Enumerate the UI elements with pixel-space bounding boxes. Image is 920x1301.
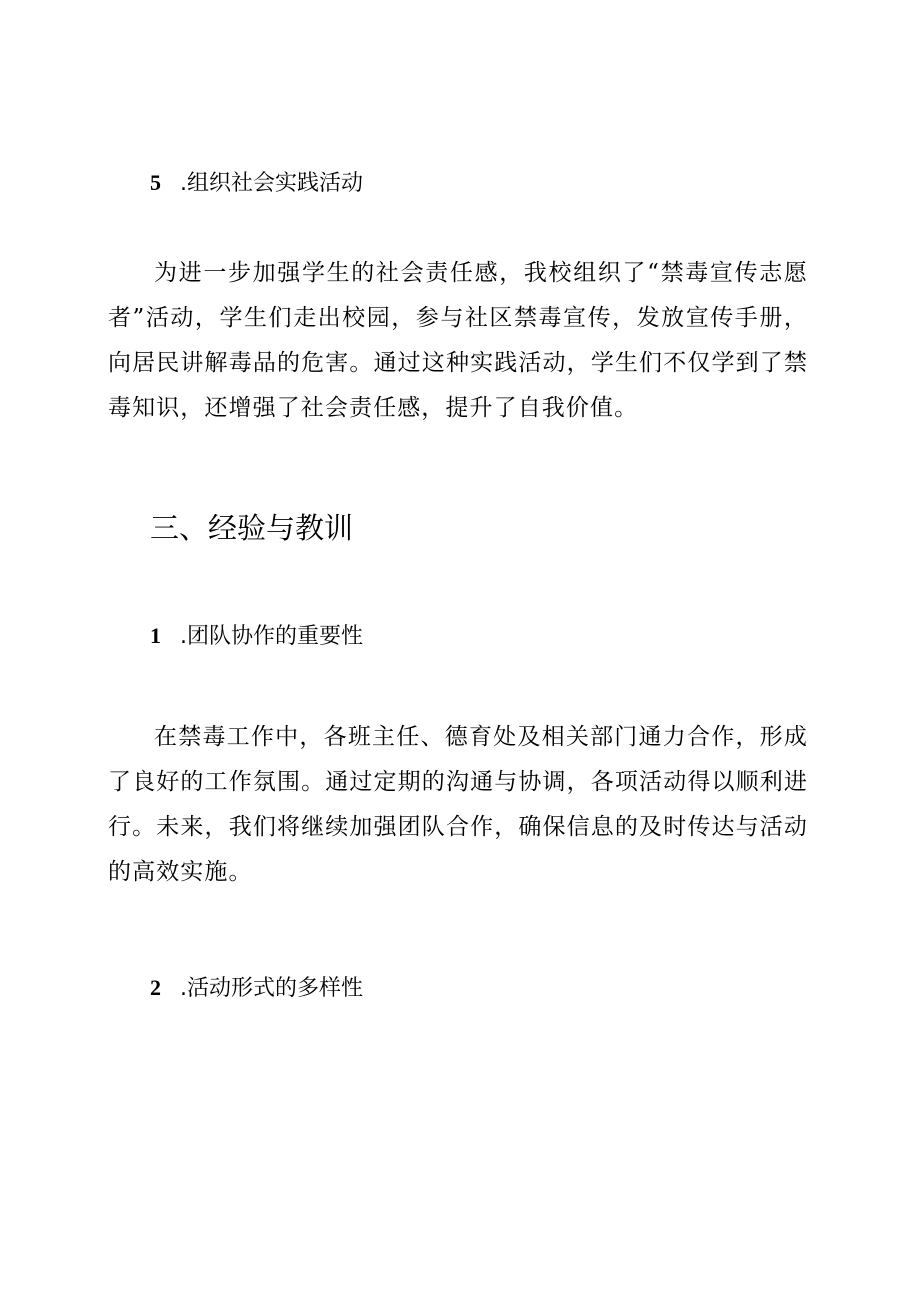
section-heading-experience-lessons: 三、经验与教训 <box>150 511 354 545</box>
subheading-activity-diversity <box>150 973 363 1004</box>
paragraph-social-practice: 为进一步加强学生的社会责任感，我校组织了“禁毒宣传志愿者”活动，学生们走出校园，参与社区禁毒宣传，发放宣传手册，向居民讲解毒品的危害。通过这种实践活动，学生们不仅学到了禁毒知识，还增强了社会责任感，提升了自我价值。 <box>108 260 808 421</box>
subheading-number: 5 <box>150 170 161 195</box>
subheading-teamwork <box>150 621 363 652</box>
subheading-number: 2 <box>150 975 161 1000</box>
subheading-title: .团队协作的重要性 <box>180 624 363 649</box>
subheading-title: .组织社会实践活动 <box>180 171 363 196</box>
subheading-number: 1 <box>150 623 161 648</box>
subheading-organize-social-practice <box>150 168 363 199</box>
paragraph-teamwork: 在禁毒工作中，各班主任、德育处及相关部门通力合作，形成了良好的工作氛围。通过定期的沟通与协调，各项活动得以顺利进行。未来，我们将继续加强团队合作，确保信息的及时传达与活动的高效实施。 <box>108 724 808 885</box>
subheading-title: .活动形式的多样性 <box>180 976 363 1001</box>
